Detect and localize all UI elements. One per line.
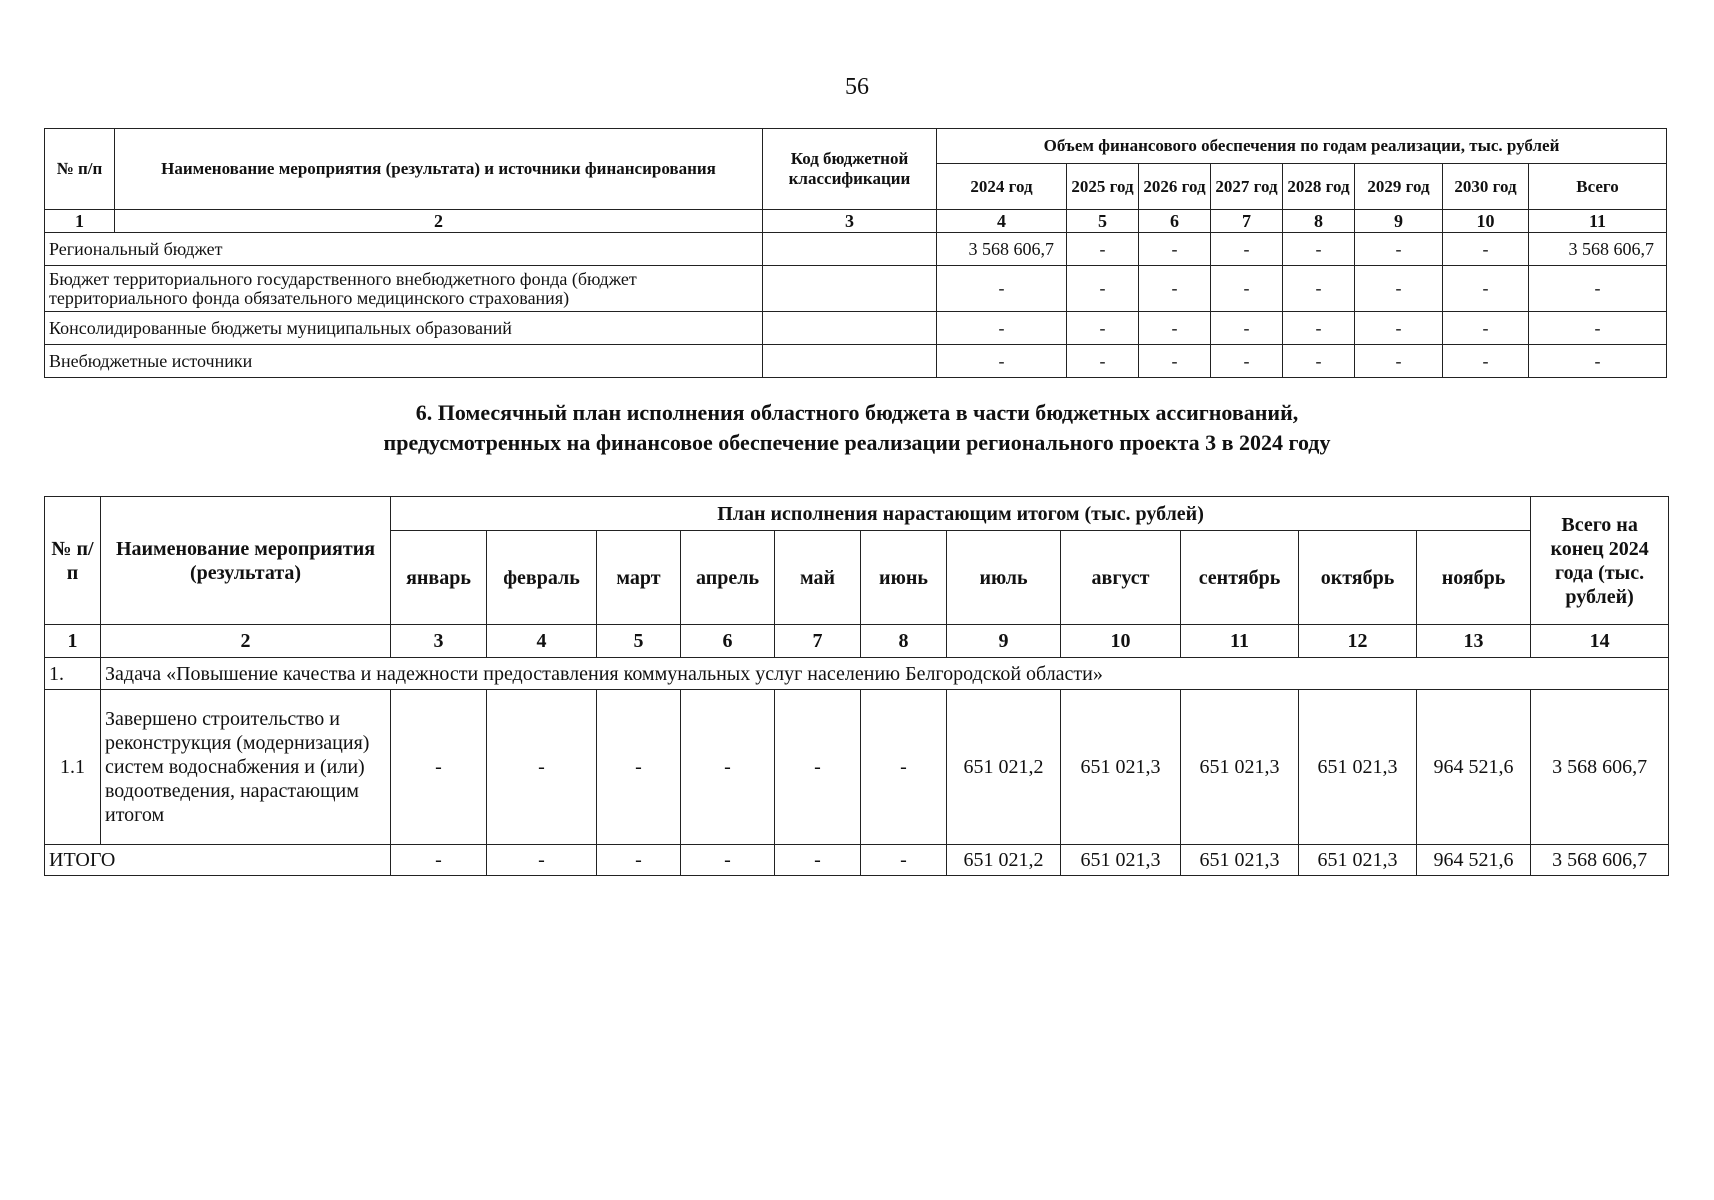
value-cell: - — [1211, 266, 1283, 312]
value-cell: 651 021,2 — [947, 690, 1061, 845]
section-title-line: 6. Помесячный план исполнения областного бюджета в части бюджетных ассигнований, — [415, 400, 1299, 425]
value-cell: - — [1211, 345, 1283, 378]
header-num: № п/п — [45, 129, 115, 210]
value-cell: - — [487, 845, 597, 876]
value-cell: 651 021,3 — [1299, 845, 1417, 876]
value-cell: - — [861, 845, 947, 876]
index-cell: 5 — [597, 625, 681, 658]
header-total: Всего на конец 2024 года (тыс. рублей) — [1531, 497, 1669, 625]
value-cell: - — [681, 845, 775, 876]
index-cell: 3 — [391, 625, 487, 658]
task-num: 1. — [45, 658, 101, 690]
header-2028: 2028 год — [1283, 164, 1355, 210]
value-cell: - — [597, 845, 681, 876]
table-row — [45, 233, 1667, 266]
source-name: Внебюджетные источники — [45, 345, 763, 378]
value-cell: - — [1067, 266, 1139, 312]
header-name: Наименование мероприятия (результата) — [101, 497, 391, 625]
header-2029: 2029 год — [1355, 164, 1443, 210]
total-label: ИТОГО — [45, 845, 391, 876]
value-cell: - — [1211, 233, 1283, 266]
header-2027: 2027 год — [1211, 164, 1283, 210]
header-month: май — [775, 531, 861, 625]
index-cell: 2 — [101, 625, 391, 658]
value-cell: 651 021,3 — [1299, 690, 1417, 845]
budget-code — [763, 233, 937, 266]
index-cell: 6 — [1139, 210, 1211, 233]
task-row — [45, 658, 1669, 690]
value-cell: - — [1355, 312, 1443, 345]
index-cell: 8 — [1283, 210, 1355, 233]
index-cell: 4 — [937, 210, 1067, 233]
value-cell: 651 021,3 — [1181, 690, 1299, 845]
header-total: Всего — [1529, 164, 1667, 210]
value-cell: - — [1443, 266, 1529, 312]
value-cell: 651 021,2 — [947, 845, 1061, 876]
total-row — [45, 845, 1669, 876]
value-cell: - — [1529, 266, 1667, 312]
index-cell: 12 — [1299, 625, 1417, 658]
index-cell: 9 — [1355, 210, 1443, 233]
value-cell: - — [1067, 233, 1139, 266]
header-month: февраль — [487, 531, 597, 625]
value-cell: - — [1139, 345, 1211, 378]
value-cell: - — [775, 845, 861, 876]
value-cell: 964 521,6 — [1417, 845, 1531, 876]
index-cell: 7 — [775, 625, 861, 658]
value-cell: - — [1355, 345, 1443, 378]
header-month: август — [1061, 531, 1181, 625]
value-cell: - — [1443, 233, 1529, 266]
value-cell: - — [1355, 266, 1443, 312]
budget-code — [763, 345, 937, 378]
header-2026: 2026 год — [1139, 164, 1211, 210]
index-cell: 13 — [1417, 625, 1531, 658]
value-cell: - — [1355, 233, 1443, 266]
value-cell: 651 021,3 — [1061, 690, 1181, 845]
funding-table — [44, 128, 1667, 378]
index-cell: 10 — [1443, 210, 1529, 233]
source-name: Региональный бюджет — [45, 233, 763, 266]
value-cell: - — [775, 690, 861, 845]
table-row — [45, 266, 1667, 312]
header-2024: 2024 год — [937, 164, 1067, 210]
budget-code — [763, 312, 937, 345]
header-month: апрель — [681, 531, 775, 625]
index-cell: 1 — [45, 210, 115, 233]
index-cell: 5 — [1067, 210, 1139, 233]
value-cell: - — [597, 690, 681, 845]
header-code: Код бюджетной классификации — [763, 129, 937, 210]
header-volume: Объем финансового обеспечения по годам реализации, тыс. рублей — [937, 129, 1667, 164]
value-cell: - — [1283, 345, 1355, 378]
header-month: январь — [391, 531, 487, 625]
index-cell: 2 — [115, 210, 763, 233]
value-cell: - — [391, 690, 487, 845]
value-cell: - — [1139, 233, 1211, 266]
value-cell: - — [1067, 345, 1139, 378]
index-cell: 10 — [1061, 625, 1181, 658]
item-num: 1.1 — [45, 690, 101, 845]
item-row — [45, 690, 1669, 845]
header-name: Наименование мероприятия (результата) и источники финансирования — [115, 129, 763, 210]
value-cell: - — [1283, 233, 1355, 266]
header-num: № п/п — [45, 497, 101, 625]
index-cell: 4 — [487, 625, 597, 658]
value-cell: - — [1529, 312, 1667, 345]
index-cell: 11 — [1529, 210, 1667, 233]
value-cell: - — [1139, 266, 1211, 312]
value-cell: 651 021,3 — [1181, 845, 1299, 876]
header-month: октябрь — [1299, 531, 1417, 625]
table-row — [45, 312, 1667, 345]
item-name: Завершено строительство и реконструкция (модернизация) систем водоснабжения и (или) водоотведения, нарастающим итогом — [101, 690, 391, 845]
value-cell: - — [1283, 312, 1355, 345]
header-plan: План исполнения нарастающим итогом (тыс. рублей) — [391, 497, 1531, 531]
value-cell: - — [681, 690, 775, 845]
index-cell: 6 — [681, 625, 775, 658]
value-cell: - — [937, 312, 1067, 345]
index-cell: 11 — [1181, 625, 1299, 658]
index-row — [45, 625, 1669, 658]
value-cell: 3 568 606,7 — [1529, 233, 1667, 266]
section-title-line: предусмотренных на финансовое обеспечение реализации регионального проекта 3 в 2024 году — [383, 430, 1331, 455]
source-name: Бюджет территориального государственного внебюджетного фонда (бюджет территориального фонда обязательного медицинского страхования) — [45, 266, 763, 312]
monthly-plan-table — [44, 496, 1669, 876]
source-name: Консолидированные бюджеты муниципальных образований — [45, 312, 763, 345]
index-cell: 14 — [1531, 625, 1669, 658]
header-month: июнь — [861, 531, 947, 625]
index-cell: 9 — [947, 625, 1061, 658]
value-cell: 3 568 606,7 — [1531, 690, 1669, 845]
header-2025: 2025 год — [1067, 164, 1139, 210]
value-cell: - — [861, 690, 947, 845]
index-cell: 7 — [1211, 210, 1283, 233]
page-number: 56 — [845, 74, 869, 100]
value-cell: - — [1443, 345, 1529, 378]
value-cell: 964 521,6 — [1417, 690, 1531, 845]
table-row — [45, 345, 1667, 378]
value-cell: - — [487, 690, 597, 845]
value-cell: - — [1211, 312, 1283, 345]
index-cell: 8 — [861, 625, 947, 658]
value-cell: 3 568 606,7 — [937, 233, 1067, 266]
header-month: июль — [947, 531, 1061, 625]
index-cell: 3 — [763, 210, 937, 233]
task-text: Задача «Повышение качества и надежности предоставления коммунальных услуг населению Белгородской области» — [101, 658, 1669, 690]
value-cell: 3 568 606,7 — [1531, 845, 1669, 876]
index-row — [45, 210, 1667, 233]
value-cell: - — [1529, 345, 1667, 378]
header-month: сентябрь — [1181, 531, 1299, 625]
value-cell: - — [391, 845, 487, 876]
value-cell: - — [937, 345, 1067, 378]
value-cell: 651 021,3 — [1061, 845, 1181, 876]
value-cell: - — [937, 266, 1067, 312]
header-month: март — [597, 531, 681, 625]
value-cell: - — [1067, 312, 1139, 345]
header-month: ноябрь — [1417, 531, 1531, 625]
value-cell: - — [1283, 266, 1355, 312]
budget-code — [763, 266, 937, 312]
header-2030: 2030 год — [1443, 164, 1529, 210]
section-title — [0, 398, 1714, 458]
index-cell: 1 — [45, 625, 101, 658]
value-cell: - — [1139, 312, 1211, 345]
value-cell: - — [1443, 312, 1529, 345]
